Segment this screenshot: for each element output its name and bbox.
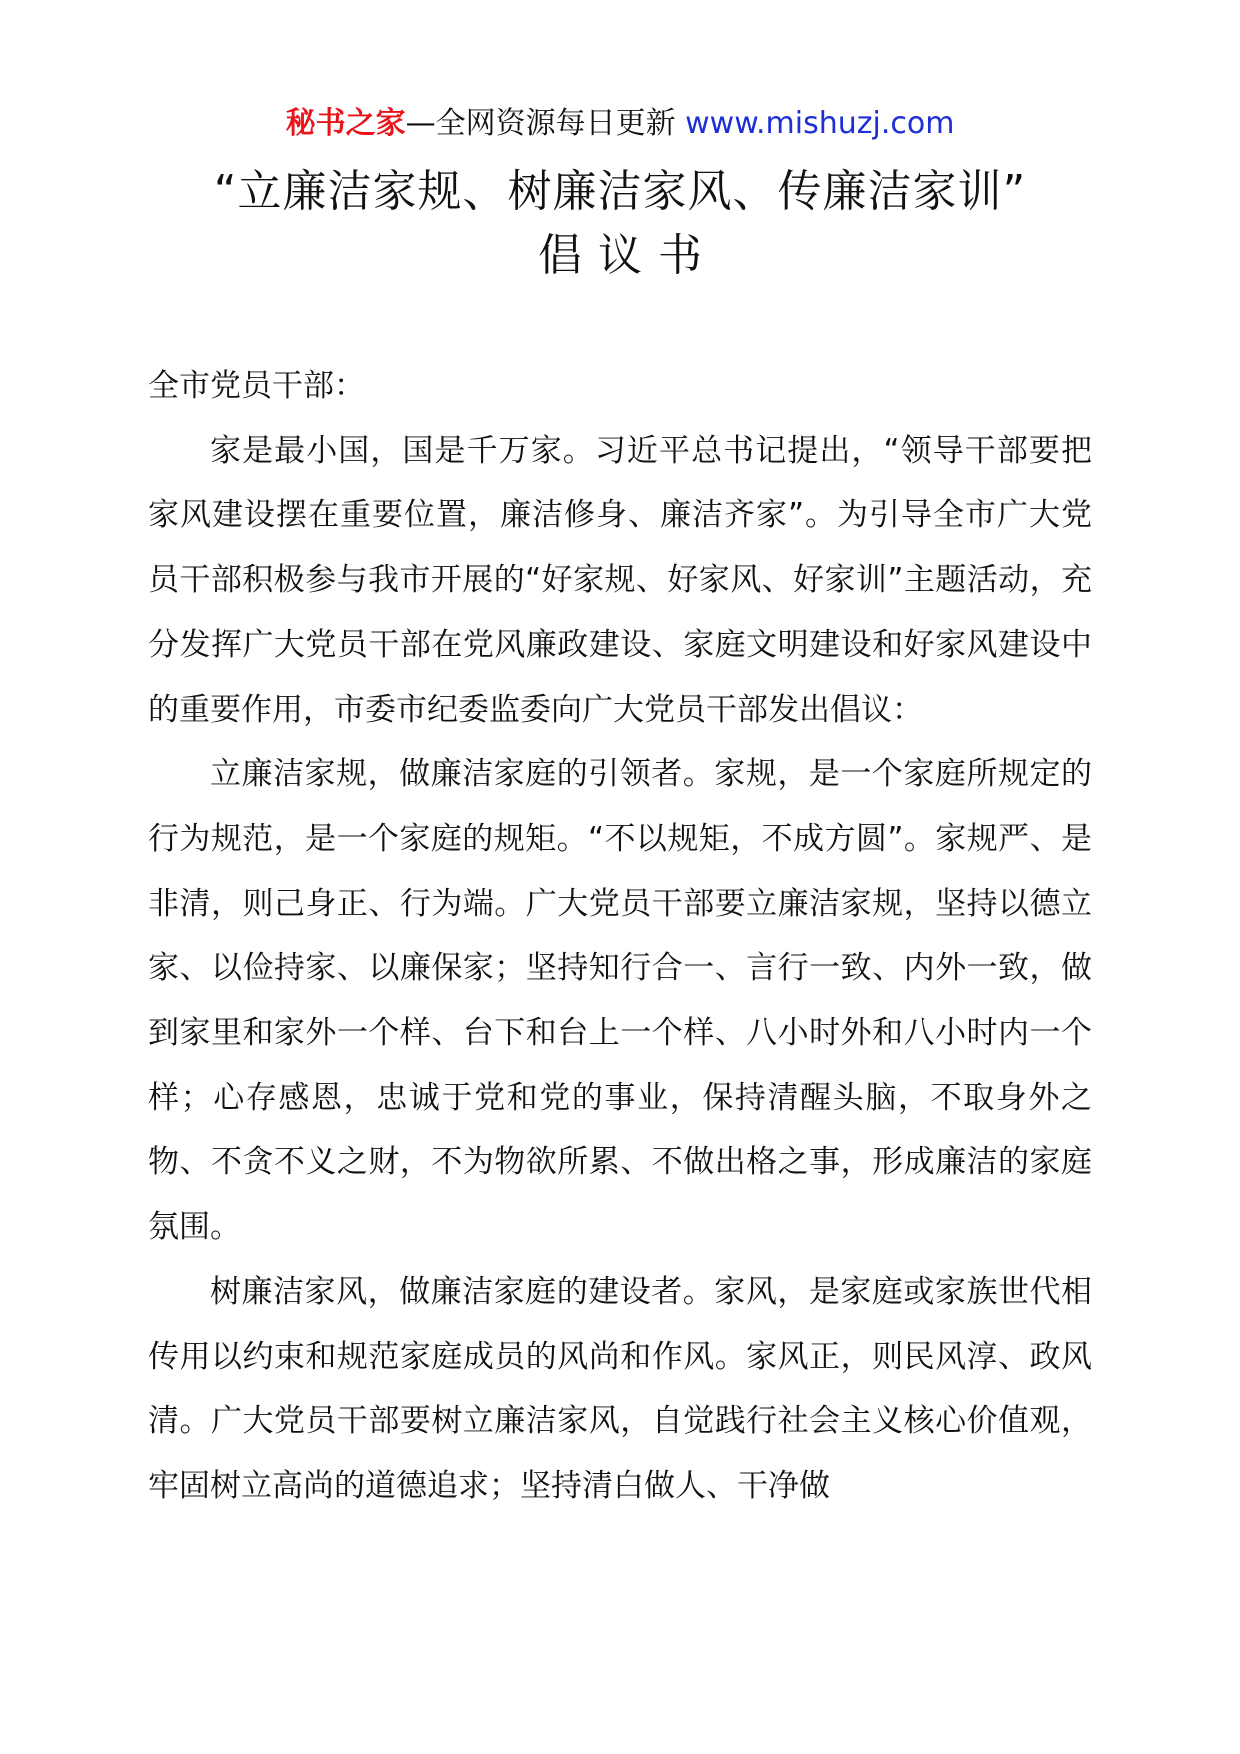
paragraph-intro: 家是最小国，国是千万家。习近平总书记提出，“领导干部要把家风建设摆在重要位置，廉洁修身、廉洁齐家”。为引导全市广大党员干部积极参与我市开展的“好家规、好家风、好家训”主题活动，充分发挥广大党员干部在党风廉政建设、家庭文明建设和好家风建设中的重要作用，市委市纪委监委向广大党员干部发出倡议：	[148, 432, 1092, 728]
document-subtitle: 倡议书	[538, 230, 718, 281]
site-url-link[interactable]: www.mishuzj.com	[685, 106, 955, 141]
salutation: 全市党员干部：	[148, 368, 365, 404]
paragraph-family-rules: 立廉洁家规，做廉洁家庭的引领者。家规，是一个家庭所规定的行为规范，是一个家庭的规矩。“不以规矩，不成方圆”。家规严、是非清，则己身正、行为端。广大党员干部要立廉洁家规，坚持以德立家、以俭持家、以廉保家；坚持知行合一、言行一致、内外一致，做到家里和家外一个样、台下和台上一个样、八小时外和八小时内一个样；心存感恩，忠诚于党和党的事业，保持清醒头脑，不取身外之物、不贪不义之财，不为物欲所累、不做出格之事，形成廉洁的家庭氛围。	[148, 756, 1092, 1246]
header-slogan: —全网资源每日更新	[405, 106, 676, 141]
brand-name: 秘书之家	[285, 106, 406, 141]
document-title: “立廉洁家规、树廉洁家风、传廉洁家训”	[213, 166, 1027, 217]
document-body	[148, 354, 1092, 1519]
paragraph-family-style: 树廉洁家风，做廉洁家庭的建设者。家风，是家庭或家族世代相传用以约束和规范家庭成员的风尚和作风。家风正，则民风淳、政风清。广大党员干部要树立廉洁家风，自觉践行社会主义核心价值观，牢固树立高尚的道德追求；坚持清白做人、干净做	[148, 1273, 1092, 1504]
site-header	[0, 102, 1240, 146]
